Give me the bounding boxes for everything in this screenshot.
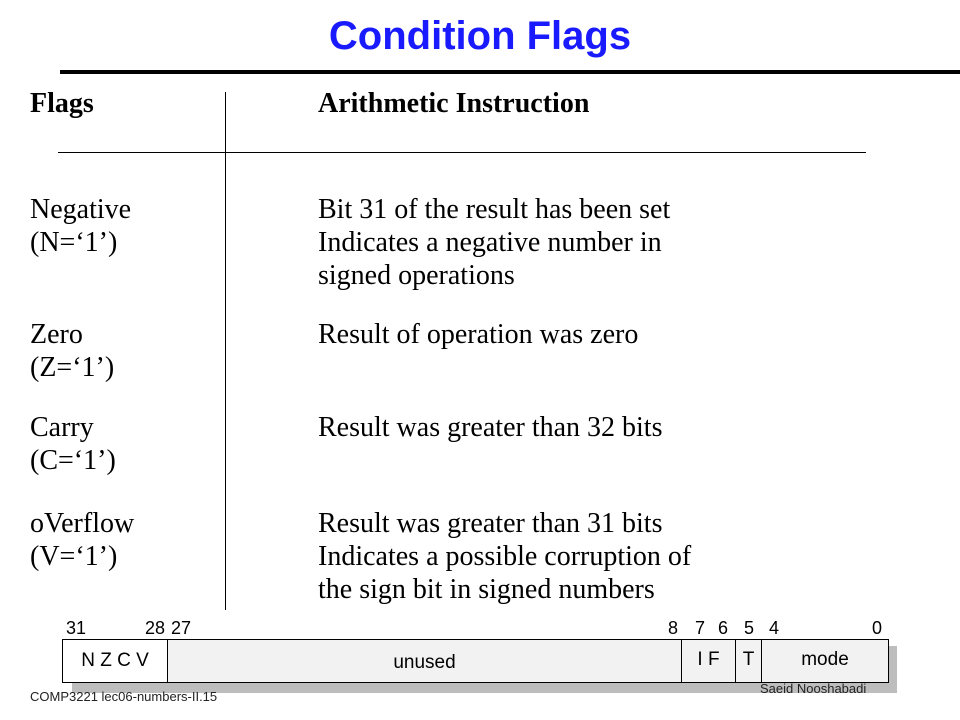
bit-number: 28 (144, 618, 166, 638)
bit-number: 0 (871, 618, 883, 638)
flags-column-header: Flags (30, 88, 94, 119)
slide-title: Condition Flags (328, 14, 632, 58)
bit-number: 6 (717, 618, 729, 638)
desc-negative (318, 193, 670, 292)
bit-number: 4 (768, 618, 780, 638)
flag-code: (N=‘1’) (30, 227, 118, 258)
footer-author: Saeid Nooshabadi (760, 681, 867, 696)
desc-zero (318, 318, 638, 351)
header-divider (58, 152, 866, 153)
register-field-t: T (735, 639, 762, 683)
desc-line: Indicates a negative number in (318, 227, 662, 258)
flag-name: Zero (30, 319, 83, 350)
register-field-mode: mode (761, 639, 889, 683)
flag-code: (V=‘1’) (30, 541, 118, 572)
flag-name: oVerflow (30, 508, 135, 539)
instruction-column-header: Arithmetic Instruction (318, 88, 590, 119)
bit-number: 5 (743, 618, 755, 638)
register-field-if: I F (681, 639, 736, 683)
register-field-unused: unused (167, 639, 682, 683)
desc-overflow (318, 507, 691, 606)
column-divider (225, 92, 226, 610)
flag-name: Carry (30, 412, 94, 443)
bit-number: 8 (667, 618, 679, 638)
footer-course: COMP3221 lec06-numbers-II.15 (30, 689, 218, 704)
desc-line: Result of operation was zero (318, 319, 639, 350)
desc-line: signed operations (318, 260, 515, 291)
flag-code: (C=‘1’) (30, 445, 116, 476)
desc-line: Result was greater than 31 bits (318, 508, 663, 539)
flag-negative (30, 193, 131, 259)
bit-number: 27 (170, 618, 192, 638)
desc-line: the sign bit in signed numbers (318, 574, 655, 605)
bit-number: 7 (694, 618, 706, 638)
flag-overflow (30, 507, 134, 573)
desc-line: Result was greater than 32 bits (318, 412, 663, 443)
desc-line: Bit 31 of the result has been set (318, 194, 671, 225)
flag-zero (30, 318, 114, 384)
flag-name: Negative (30, 194, 132, 225)
desc-carry (318, 411, 662, 444)
title-underline (60, 70, 960, 74)
bit-number: 31 (65, 618, 87, 638)
flag-code: (Z=‘1’) (30, 352, 115, 383)
desc-line: Indicates a possible corruption of (318, 541, 692, 572)
register-field-nzcv: N Z C V (62, 639, 168, 683)
flag-carry (30, 411, 116, 477)
